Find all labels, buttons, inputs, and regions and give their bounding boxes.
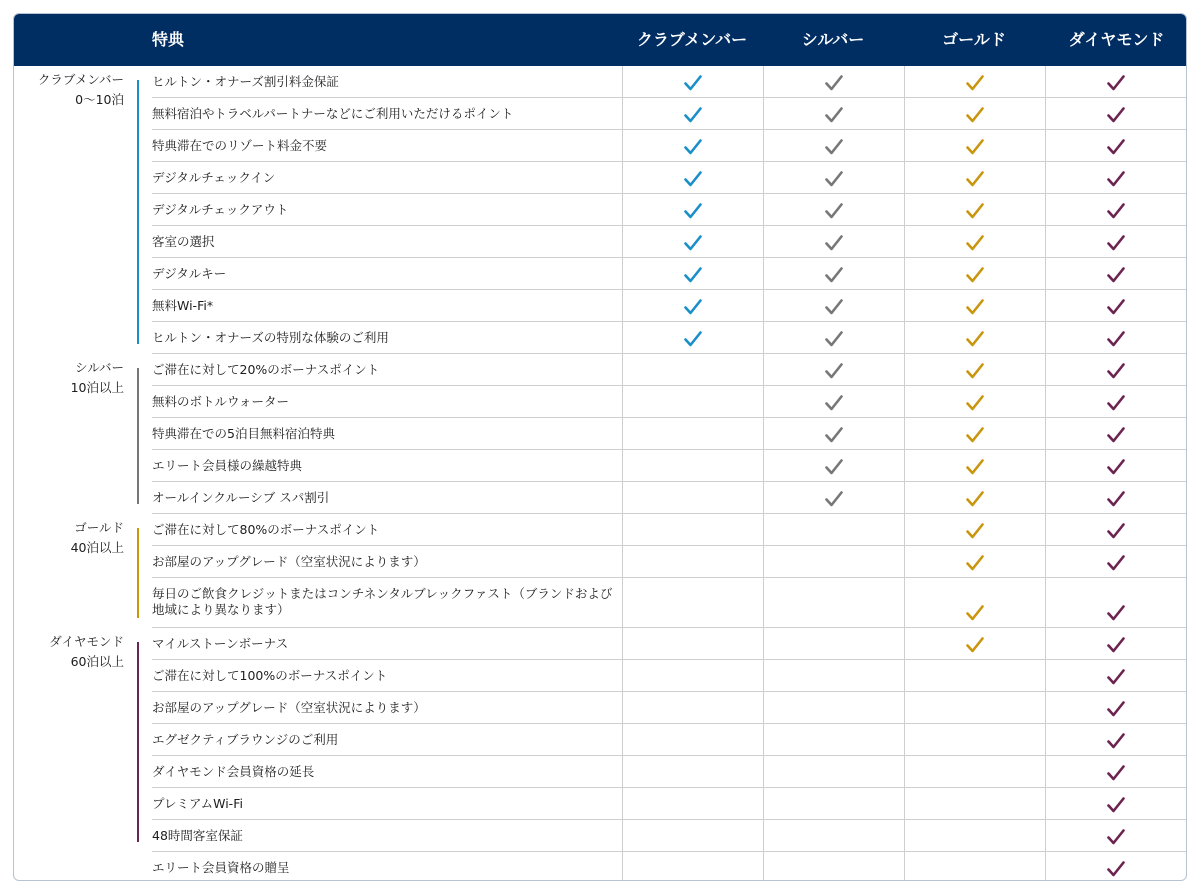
check-icon — [1107, 701, 1125, 717]
benefit-label: マイルストーンボーナス — [152, 636, 289, 651]
cell-silver — [763, 194, 903, 225]
cell-club — [622, 546, 762, 577]
table-row — [152, 482, 1187, 514]
check-icon — [684, 139, 702, 155]
check-icon — [825, 427, 843, 443]
cell-club — [622, 788, 762, 819]
table-row — [152, 852, 1187, 881]
benefit-label: 毎日のご飲食クレジットまたはコンチネンタルブレックファスト（ブランドおよび地域により異なります） — [152, 586, 613, 617]
check-icon — [966, 523, 984, 539]
cell-diamond — [1045, 98, 1185, 129]
cell-silver — [763, 450, 903, 481]
benefit-label: デジタルチェックイン — [152, 170, 276, 185]
cell-gold — [904, 354, 1044, 385]
table-row — [152, 98, 1187, 130]
check-icon — [825, 139, 843, 155]
cell-silver — [763, 546, 903, 577]
cell-diamond — [1045, 258, 1185, 289]
tier-group-bar — [137, 368, 139, 504]
cell-gold — [904, 628, 1044, 659]
check-icon — [1107, 733, 1125, 749]
check-icon — [684, 171, 702, 187]
cell-gold — [904, 162, 1044, 193]
header-tier-gold: ゴールド — [942, 30, 1006, 49]
tier-group-nights: 40泊以上 — [70, 540, 124, 555]
check-icon — [1107, 171, 1125, 187]
tier-group-nights: 60泊以上 — [70, 654, 124, 669]
benefit-label: ダイヤモンド会員資格の延長 — [152, 764, 315, 779]
check-icon — [1107, 267, 1125, 283]
table-row — [152, 66, 1187, 98]
benefit-label: 48時間客室保証 — [152, 828, 243, 843]
cell-silver — [763, 660, 903, 691]
cell-gold — [904, 546, 1044, 577]
cell-gold — [904, 98, 1044, 129]
table-header — [14, 14, 1187, 66]
cell-gold — [904, 450, 1044, 481]
check-icon — [966, 459, 984, 475]
check-icon — [966, 637, 984, 653]
check-icon — [825, 235, 843, 251]
cell-silver — [763, 724, 903, 755]
cell-diamond — [1045, 226, 1185, 257]
check-icon — [825, 171, 843, 187]
check-icon — [825, 75, 843, 91]
cell-club — [622, 692, 762, 723]
cell-club — [622, 660, 762, 691]
check-icon — [825, 395, 843, 411]
check-icon — [1107, 605, 1125, 621]
table-row — [152, 628, 1187, 660]
cell-silver — [763, 692, 903, 723]
cell-club — [622, 130, 762, 161]
cell-club — [622, 322, 762, 353]
check-icon — [684, 267, 702, 283]
check-icon — [1107, 797, 1125, 813]
tier-group-label — [14, 358, 124, 398]
check-icon — [825, 107, 843, 123]
check-icon — [1107, 637, 1125, 653]
check-icon — [1107, 299, 1125, 315]
benefit-label: 無料のボトルウォーター — [152, 394, 290, 409]
benefit-label: エグゼクティブラウンジのご利用 — [152, 732, 339, 747]
check-icon — [684, 75, 702, 91]
check-icon — [825, 267, 843, 283]
check-icon — [966, 75, 984, 91]
tier-group-label — [14, 632, 124, 672]
benefit-label: デジタルキー — [152, 266, 227, 281]
cell-diamond — [1045, 628, 1185, 659]
cell-gold — [904, 258, 1044, 289]
benefit-label: ヒルトン・オナーズの特別な体験のご利用 — [152, 330, 389, 345]
cell-silver — [763, 514, 903, 545]
cell-club — [622, 66, 762, 97]
check-icon — [1107, 139, 1125, 155]
cell-club — [622, 98, 762, 129]
check-icon — [1107, 459, 1125, 475]
cell-silver — [763, 130, 903, 161]
check-icon — [684, 203, 702, 219]
cell-gold — [904, 852, 1044, 881]
cell-silver — [763, 628, 903, 659]
check-icon — [1107, 861, 1125, 877]
cell-gold — [904, 692, 1044, 723]
cell-gold — [904, 322, 1044, 353]
check-icon — [1107, 555, 1125, 571]
table-row — [152, 756, 1187, 788]
cell-club — [622, 418, 762, 449]
tier-group-bar — [137, 80, 139, 344]
cell-club — [622, 482, 762, 513]
cell-club — [622, 386, 762, 417]
check-icon — [825, 331, 843, 347]
table-row — [152, 162, 1187, 194]
cell-silver — [763, 852, 903, 881]
cell-club — [622, 290, 762, 321]
cell-silver — [763, 290, 903, 321]
check-icon — [1107, 75, 1125, 91]
cell-gold — [904, 226, 1044, 257]
tier-group-label — [14, 518, 124, 558]
check-icon — [1107, 829, 1125, 845]
cell-diamond — [1045, 322, 1185, 353]
header-benefit: 特典 — [152, 30, 185, 49]
cell-club — [622, 258, 762, 289]
table-row — [152, 354, 1187, 386]
table-row — [152, 788, 1187, 820]
cell-club — [622, 162, 762, 193]
cell-diamond — [1045, 692, 1185, 723]
check-icon — [1107, 235, 1125, 251]
check-icon — [966, 395, 984, 411]
benefits-table — [13, 13, 1187, 881]
check-icon — [966, 299, 984, 315]
cell-silver — [763, 386, 903, 417]
cell-gold — [904, 194, 1044, 225]
check-icon — [684, 331, 702, 347]
cell-club — [622, 194, 762, 225]
cell-club — [622, 820, 762, 851]
check-icon — [825, 203, 843, 219]
header-tier-silver: シルバー — [801, 30, 865, 49]
check-icon — [684, 299, 702, 315]
header-tier-diamond: ダイヤモンド — [1068, 30, 1165, 49]
check-icon — [966, 427, 984, 443]
tier-group-nights: 0〜10泊 — [75, 92, 124, 107]
cell-silver — [763, 788, 903, 819]
cell-diamond — [1045, 354, 1185, 385]
check-icon — [966, 267, 984, 283]
cell-diamond — [1045, 194, 1185, 225]
check-icon — [1107, 765, 1125, 781]
check-icon — [966, 107, 984, 123]
cell-diamond — [1045, 162, 1185, 193]
table-row — [152, 450, 1187, 482]
cell-diamond — [1045, 418, 1185, 449]
cell-diamond — [1045, 820, 1185, 851]
cell-silver — [763, 820, 903, 851]
cell-silver — [763, 354, 903, 385]
check-icon — [1107, 107, 1125, 123]
table-row — [152, 660, 1187, 692]
benefit-label: ご滞在に対して80%のボーナスポイント — [152, 522, 380, 537]
check-icon — [966, 555, 984, 571]
check-icon — [966, 605, 984, 621]
benefit-label: エリート会員資格の贈呈 — [152, 860, 290, 875]
table-row — [152, 546, 1187, 578]
benefit-label: ご滞在に対して20%のボーナスポイント — [152, 362, 380, 377]
table-row — [152, 386, 1187, 418]
cell-gold — [904, 386, 1044, 417]
benefit-label: 無料宿泊やトラベルパートナーなどにご利用いただけるポイント — [152, 106, 514, 121]
check-icon — [1107, 331, 1125, 347]
cell-silver — [763, 418, 903, 449]
table-row — [152, 290, 1187, 322]
check-icon — [966, 139, 984, 155]
tier-group-name: シルバー — [75, 360, 124, 375]
cell-diamond — [1045, 482, 1185, 513]
cell-diamond — [1045, 130, 1185, 161]
cell-gold — [904, 482, 1044, 513]
benefit-label: プレミアムWi-Fi — [152, 796, 243, 811]
cell-gold — [904, 820, 1044, 851]
cell-diamond — [1045, 756, 1185, 787]
cell-diamond — [1045, 852, 1185, 881]
check-icon — [1107, 363, 1125, 379]
table-row — [152, 194, 1187, 226]
check-icon — [825, 491, 843, 507]
check-icon — [825, 459, 843, 475]
cell-gold — [904, 578, 1044, 627]
cell-gold — [904, 290, 1044, 321]
cell-gold — [904, 756, 1044, 787]
cell-gold — [904, 66, 1044, 97]
table-row — [152, 418, 1187, 450]
table-row — [152, 226, 1187, 258]
benefit-label: ご滞在に対して100%のボーナスポイント — [152, 668, 388, 683]
cell-silver — [763, 226, 903, 257]
check-icon — [966, 203, 984, 219]
cell-gold — [904, 724, 1044, 755]
benefit-label: オールインクルーシブ スパ割引 — [152, 490, 330, 505]
header-tier-club: クラブメンバー — [636, 30, 748, 49]
cell-club — [622, 724, 762, 755]
cell-diamond — [1045, 788, 1185, 819]
cell-gold — [904, 788, 1044, 819]
table-row — [152, 724, 1187, 756]
cell-club — [622, 514, 762, 545]
cell-gold — [904, 660, 1044, 691]
cell-gold — [904, 130, 1044, 161]
tier-group-bar — [137, 528, 139, 618]
cell-silver — [763, 162, 903, 193]
benefit-label: ヒルトン・オナーズ割引料金保証 — [152, 74, 339, 89]
cell-silver — [763, 98, 903, 129]
cell-silver — [763, 66, 903, 97]
check-icon — [1107, 523, 1125, 539]
tier-group-name: クラブメンバー — [37, 72, 124, 87]
cell-silver — [763, 482, 903, 513]
check-icon — [966, 235, 984, 251]
check-icon — [966, 171, 984, 187]
cell-diamond — [1045, 386, 1185, 417]
cell-club — [622, 578, 762, 627]
benefit-label: お部屋のアップグレード（空室状況によります） — [152, 554, 426, 569]
check-icon — [966, 363, 984, 379]
check-icon — [684, 107, 702, 123]
table-row — [152, 258, 1187, 290]
table-row — [152, 692, 1187, 724]
cell-silver — [763, 578, 903, 627]
check-icon — [825, 299, 843, 315]
cell-club — [622, 756, 762, 787]
cell-club — [622, 628, 762, 659]
check-icon — [1107, 669, 1125, 685]
cell-diamond — [1045, 66, 1185, 97]
tier-group-name: ダイヤモンド — [49, 634, 124, 649]
cell-club — [622, 450, 762, 481]
cell-diamond — [1045, 578, 1185, 627]
cell-silver — [763, 258, 903, 289]
cell-silver — [763, 756, 903, 787]
cell-club — [622, 852, 762, 881]
tier-group-nights: 10泊以上 — [70, 380, 124, 395]
table-row — [152, 578, 1187, 628]
cell-club — [622, 226, 762, 257]
cell-diamond — [1045, 546, 1185, 577]
check-icon — [1107, 427, 1125, 443]
cell-diamond — [1045, 724, 1185, 755]
cell-diamond — [1045, 514, 1185, 545]
tier-group-label — [14, 70, 124, 110]
benefit-label: エリート会員様の繰越特典 — [152, 458, 303, 473]
check-icon — [1107, 395, 1125, 411]
cell-club — [622, 354, 762, 385]
cell-diamond — [1045, 660, 1185, 691]
benefit-label: デジタルチェックアウト — [152, 202, 289, 217]
check-icon — [1107, 491, 1125, 507]
table-row — [152, 820, 1187, 852]
tier-group-name: ゴールド — [74, 520, 124, 535]
cell-diamond — [1045, 290, 1185, 321]
benefit-label: 特典滞在での5泊目無料宿泊特典 — [152, 426, 335, 441]
table-row — [152, 514, 1187, 546]
cell-gold — [904, 418, 1044, 449]
table-row — [152, 322, 1187, 354]
benefit-label: 無料Wi-Fi* — [152, 298, 214, 313]
cell-gold — [904, 514, 1044, 545]
benefit-label: 客室の選択 — [152, 234, 215, 249]
check-icon — [825, 363, 843, 379]
benefit-label: お部屋のアップグレード（空室状況によります） — [152, 700, 426, 715]
check-icon — [966, 491, 984, 507]
benefit-label: 特典滞在でのリゾート料金不要 — [152, 138, 328, 153]
check-icon — [684, 235, 702, 251]
cell-silver — [763, 322, 903, 353]
check-icon — [966, 331, 984, 347]
check-icon — [1107, 203, 1125, 219]
table-row — [152, 130, 1187, 162]
tier-group-bar — [137, 642, 139, 842]
cell-diamond — [1045, 450, 1185, 481]
